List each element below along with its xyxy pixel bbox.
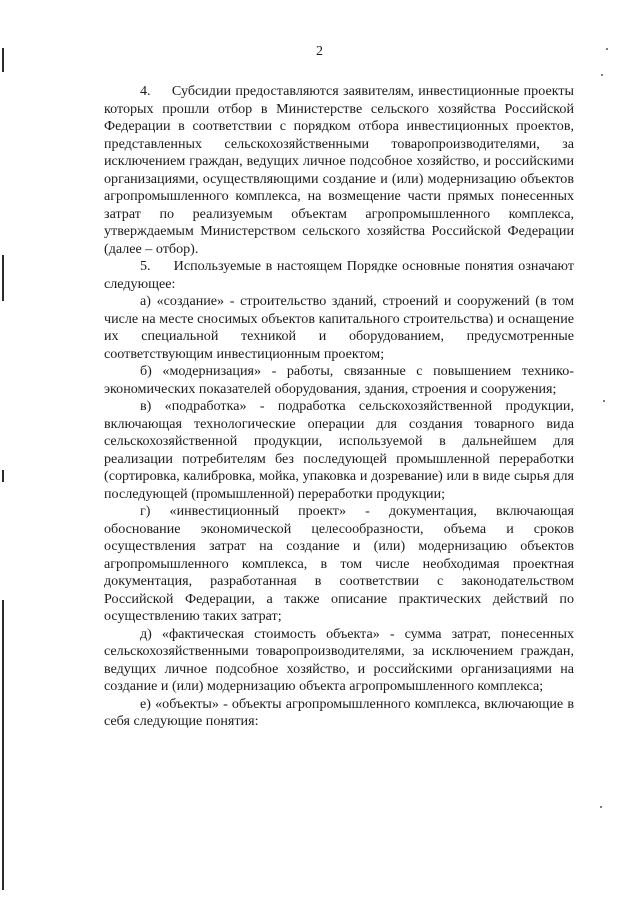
definition-g-investment-project: г) «инвестиционный проект» - документация, включающая обоснование экономической целесообразности, объема и сроков осуществления затрат на создание и (или) модернизацию объектов агропромышленного комплекса, в том числе необходимая проектная документация, разработанная в соответствии с законодательством Российской Федерации, а также описание практических действий по осуществлению таких затрат;: [104, 503, 574, 624]
paragraph-4: 4. Субсидии предоставляются заявителям, инвестиционные проекты которых прошли отбор в Министерстве сельского хозяйства Российской Федерации в соответствии с порядком отбора инвестиционных проектов, представленных сельскохозяйственными товаропроизводителями, за исключением граждан, ведущих личное подсобное хозяйство, и российскими организациями, осуществляющими создание и (или) модернизацию объектов агропромышленного комплекса, на возмещение части прямых понесенных затрат по реализуемым объектам агропромышленного комплекса, утверждаемым Министерством сельского хозяйства Российской Федерации (далее – отбор).: [104, 83, 574, 257]
paragraph-5: 5. Используемые в настоящем Порядке основные понятия означают следующее:: [104, 258, 574, 292]
scan-dot: [603, 400, 605, 402]
document-body: [104, 83, 574, 731]
scan-edge-mark-lower: [2, 470, 4, 482]
definition-b-modernization: б) «модернизация» - работы, связанные с повышением технико-экономических показателей оборудования, здания, строения и сооружения;: [104, 363, 574, 397]
definition-e-objects: е) «объекты» - объекты агропромышленного комплекса, включающие в себя следующие понятия:: [104, 695, 574, 729]
page-number: 2: [316, 44, 323, 59]
definition-d-actual-cost: д) «фактическая стоимость объекта» - сумма затрат, понесенных сельскохозяйственными товаропроизводителями, за исключением граждан, ведущих личное подсобное хозяйство, и российскими организациями на создание и (или) модернизацию объекта агропромышленного комплекса;: [104, 625, 574, 694]
definition-a-creation: а) «создание» - строительство зданий, строений и сооружений (в том числе на месте сносимых объектов капитального строительства) и оснащение их специальной техникой и оборудованием, предусмотренные соответствующим инвестиционным проектом;: [104, 293, 574, 362]
scan-edge-mark-middle: [2, 255, 4, 301]
definition-v-processing: в) «подработка» - подработка сельскохозяйственной продукции, включающая технологические операции для создания товарного вида сельскохозяйственной продукции, используемой в дальнейшем для реализации потребителям без последующей промышленной переработки (сортировка, калибровка, мойка, упаковка и дозревание) или в виде сырья для последующей (промышленной) переработки продукции;: [104, 398, 574, 502]
scan-dot: [601, 74, 603, 76]
scan-edge-mark-bottom: [2, 600, 4, 890]
scan-dot: [600, 806, 602, 808]
